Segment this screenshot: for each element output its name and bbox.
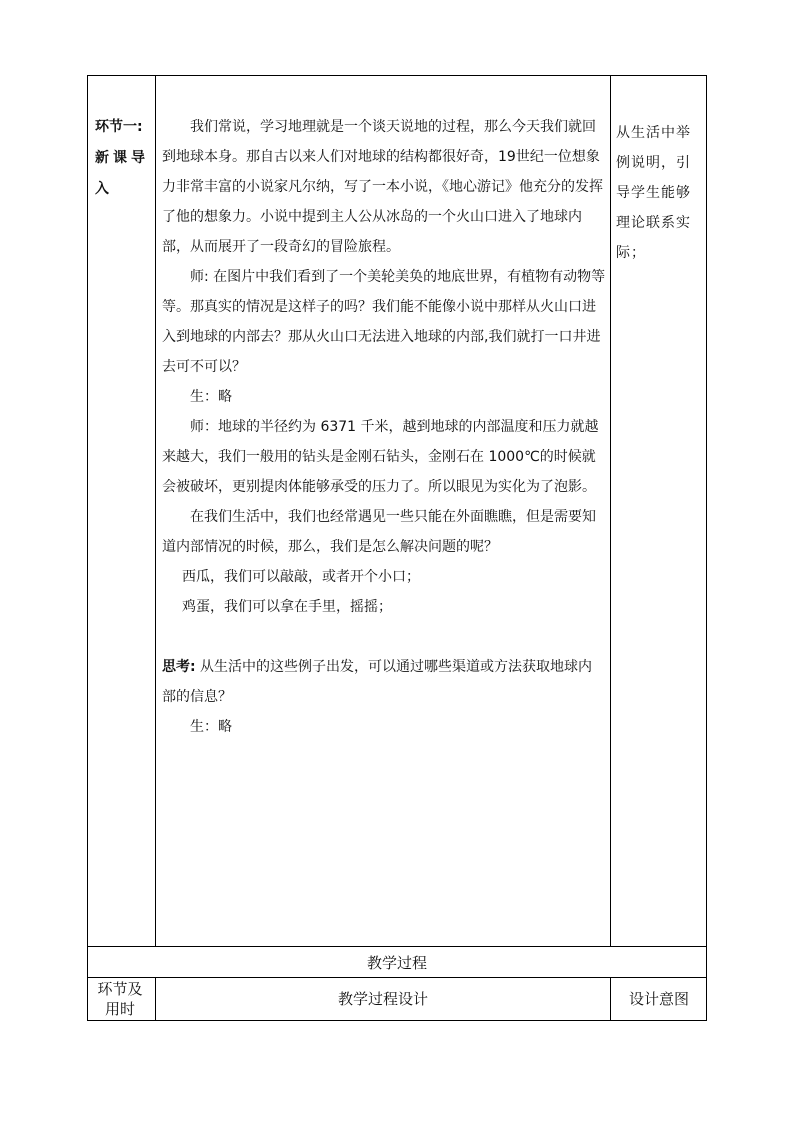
row-divider-header — [87, 977, 707, 978]
design-intent-text: 从生活中举例说明，引导学生能够理论联系实际； — [616, 125, 691, 261]
think-text: 从生活中的这些例子出发，可以通过哪些渠道或方法获取地球内部的信息？ — [162, 659, 593, 705]
row-divider-process — [87, 946, 707, 947]
paragraph-student-2: 生：略 — [190, 719, 232, 735]
column-divider-right — [610, 75, 611, 947]
paragraph-student-1: 生：略 — [190, 389, 232, 405]
section-label — [95, 112, 151, 205]
header-process-design: 教学过程设计 — [337, 990, 428, 1008]
process-title: 教学过程 — [366, 954, 427, 972]
paragraph-think — [162, 652, 606, 712]
lesson-content — [162, 112, 606, 742]
column-divider-left — [155, 75, 156, 947]
paragraph-intro: 我们常说，学习地理就是一个谈天说地的过程，那么今天我们就回到地球本身。那自古以来人们对地球的结构都很好奇，19世纪一位想象力非常丰富的小说家凡尔纳，写了一本小说，《地心游记》他充分的发挥了他的想象力。小说中提到主人公从冰岛的一个火山口进入了地球内部，从而展开了一段奇幻的冒险旅程。 — [162, 119, 603, 255]
section-label-line1: 环节一: — [95, 119, 143, 135]
section-label-line3: 入 — [95, 181, 109, 197]
section-label-line2: 新课导 — [95, 150, 149, 166]
header-design-intent: 设计意图 — [628, 990, 689, 1008]
paragraph-life-examples: 在我们生活中，我们也经常遇见一些只能在外面瞧瞧，但是需要知道内部情况的时候，那么，我们是怎么解决问题的呢？ — [162, 509, 596, 555]
header-section-time: 环节及用时 — [97, 980, 143, 1018]
paragraph-watermelon: 西瓜，我们可以敲敲，或者开个小口； — [182, 569, 420, 585]
paragraph-teacher-1: 师: 在图片中我们看到了一个美轮美奂的地底世界，有植物有动物等等。那真实的情况是这样子的吗？我们能不能像小说中那样从火山口进入到地球的内部去？那从火山口无法进入地球的内部,我们就打一口井进去可不可以？ — [162, 269, 606, 375]
think-label: 思考: — [162, 659, 196, 675]
paragraph-egg: 鸡蛋，我们可以拿在手里，摇摇； — [182, 599, 392, 615]
paragraph-teacher-2: 师：地球的半径约为 6371 千米，越到地球的内部温度和压力就越来越大，我们一般用的钻头是金刚石钻头，金刚石在 1000℃的时候就会被破坏，更别提肉体能够承受的压力了。所以眼见为实化为了泡影。 — [162, 419, 599, 495]
